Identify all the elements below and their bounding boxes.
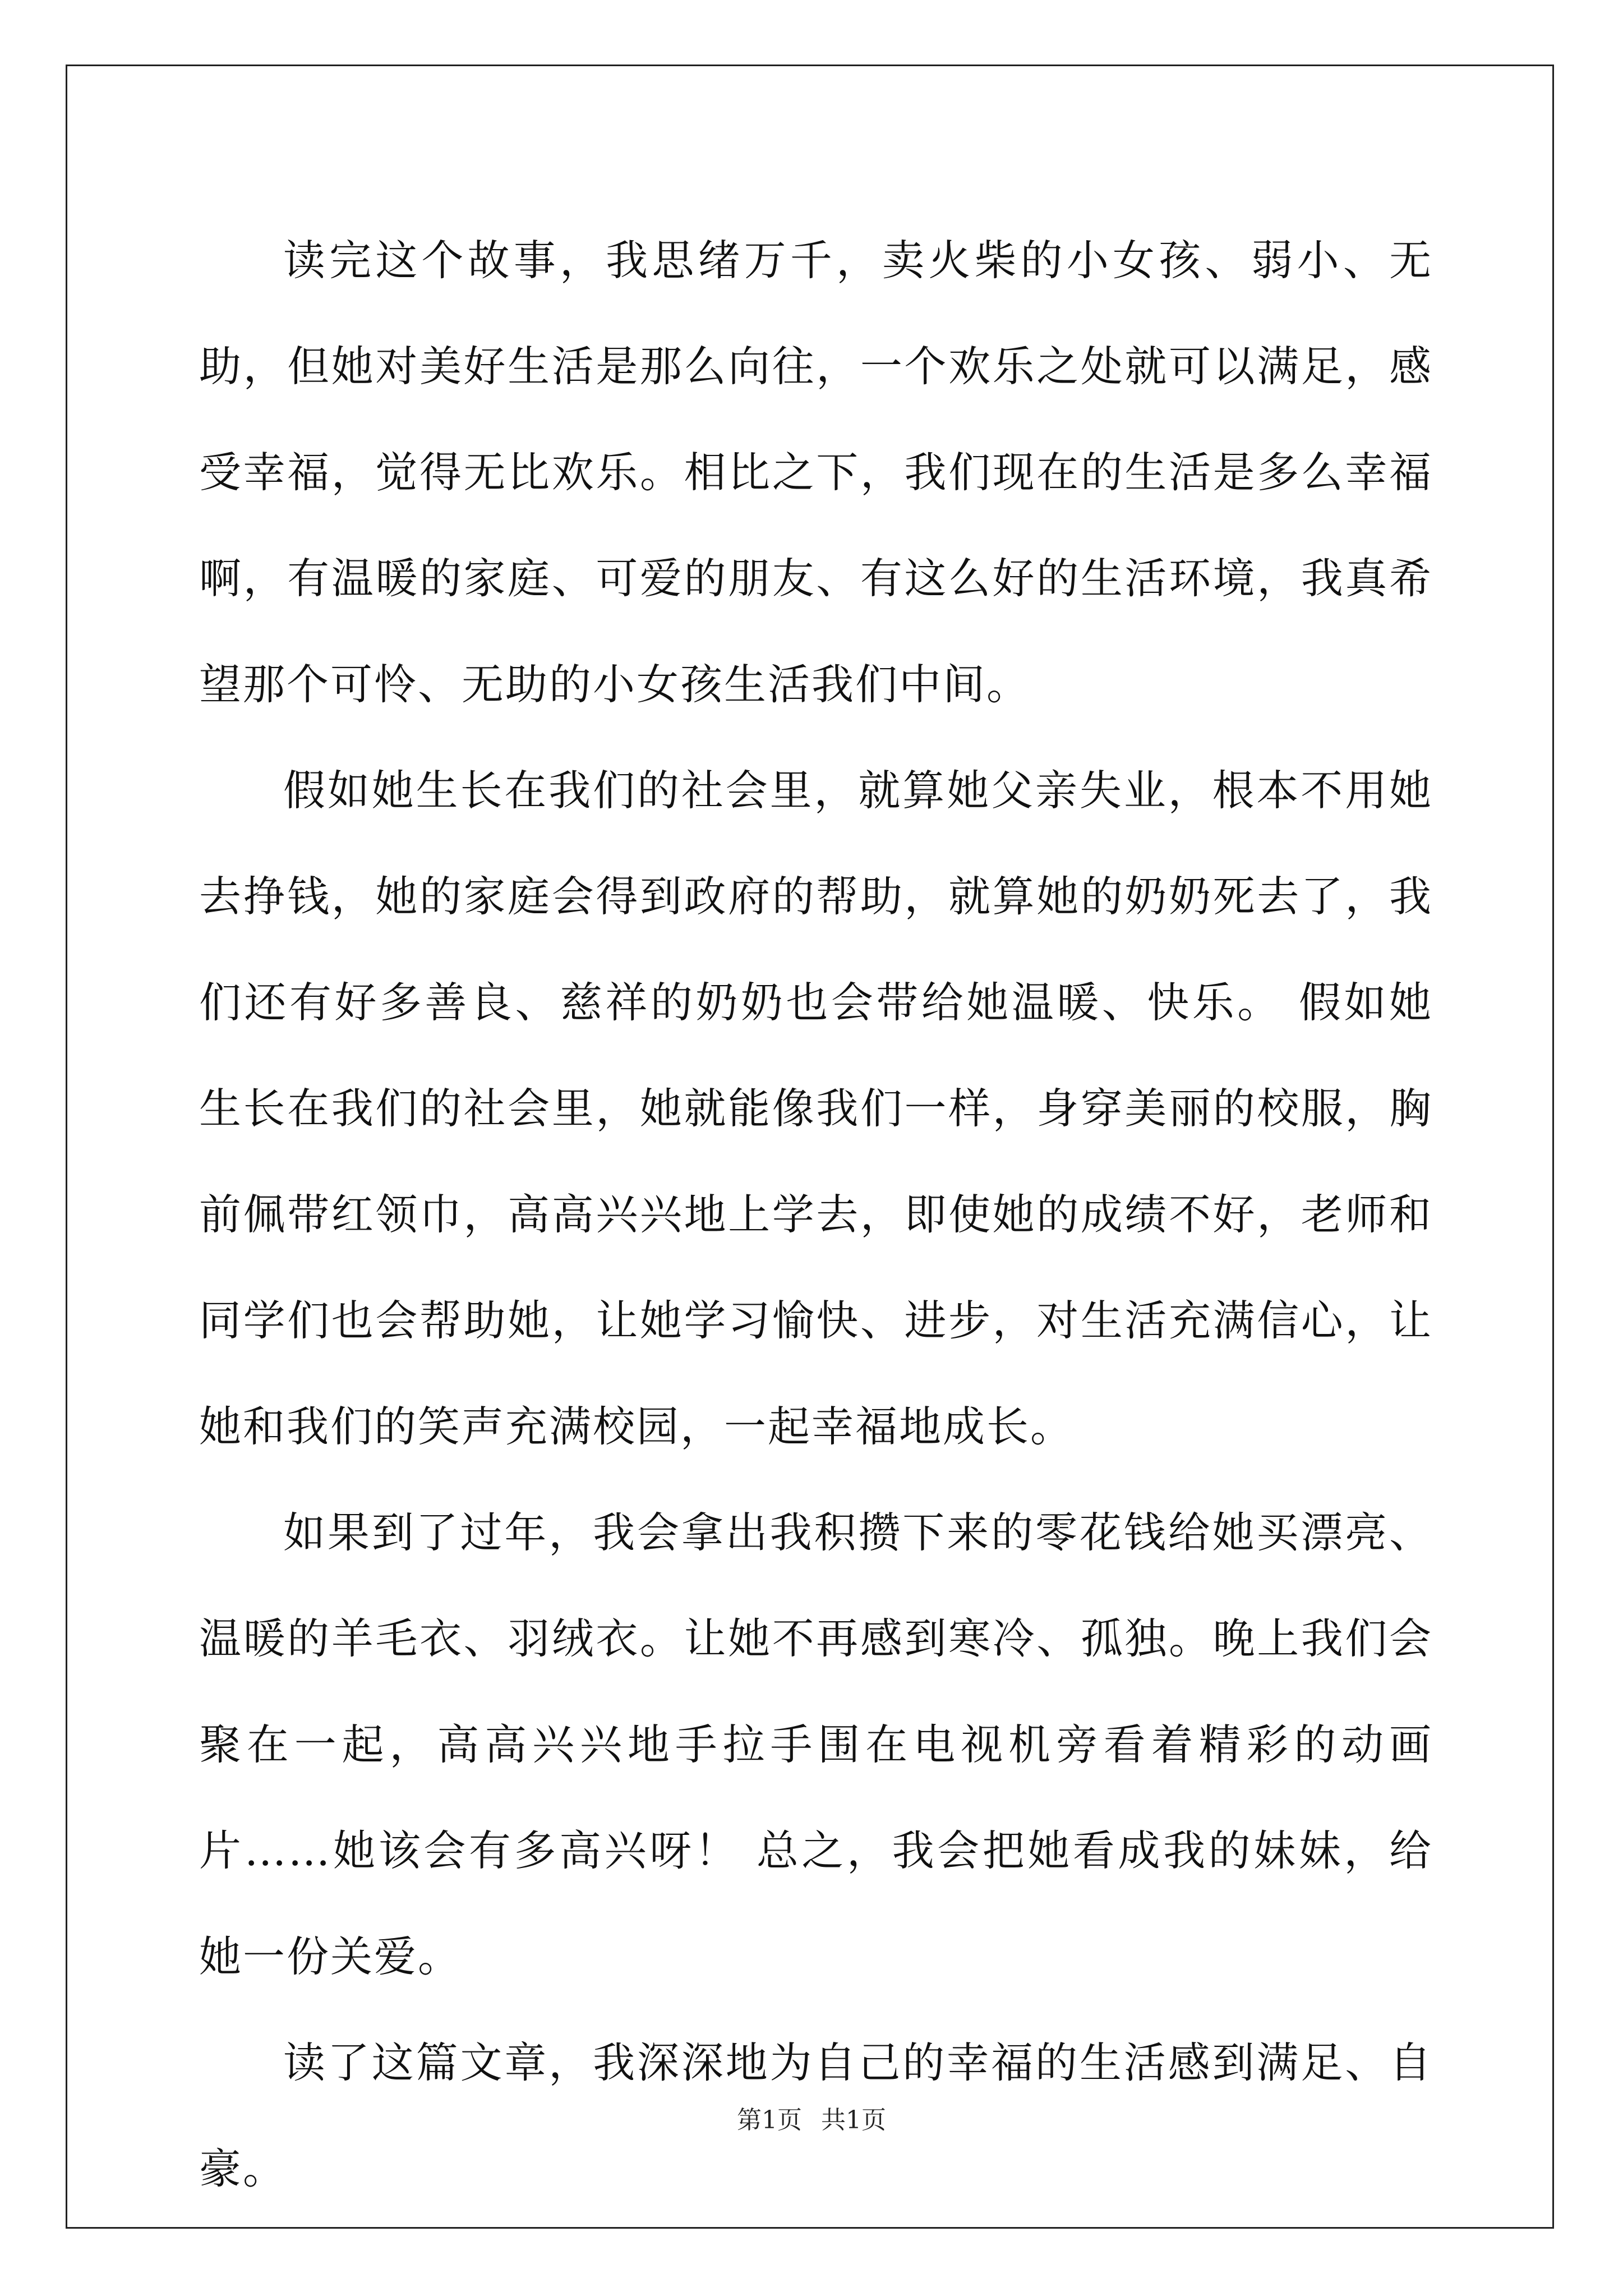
paragraph-3: 如果到了过年，我会拿出我积攒下来的零花钱给她买漂亮、温暖的羊毛衣、羽绒衣。让她不再感到寒冷、孤独。晚上我们会聚在一起，高高兴兴地手拉手围在电视机旁看着精彩的动画片……她该会有多高兴呀！ 总之，我会把她看成我的妹妹，给她一份关爱。 bbox=[199, 1508, 1433, 1981]
document-body bbox=[199, 208, 1433, 2222]
page-footer bbox=[0, 2104, 1623, 2137]
page-total: 共1页 bbox=[821, 2106, 886, 2134]
paragraph-2: 假如她生长在我们的社会里，就算她父亲失业，根本不用她去挣钱，她的家庭会得到政府的帮助，就算她的奶奶死去了，我们还有好多善良、慈祥的奶奶也会带给她温暖、快乐。 假如她生长在我们的社会里，她就能像我们一样，身穿美丽的校服，胸前佩带红领巾，高高兴兴地上学去，即使她的成绩不好，老师和同学们也会帮助她，让她学习愉快、进步，对生活充满信心，让她和我们的笑声充满校园，一起幸福地成长。 bbox=[199, 766, 1433, 1451]
page-number: 第1页 bbox=[737, 2106, 802, 2134]
paragraph-1: 读完这个故事，我思绪万千，卖火柴的小女孩、弱小、无助，但她对美好生活是那么向往，一个欢乐之处就可以满足，感受幸福，觉得无比欢乐。相比之下，我们现在的生活是多么幸福啊，有温暖的家庭、可爱的朋友、有这么好的生活环境，我真希望那个可怜、无助的小女孩生活我们中间。 bbox=[199, 236, 1433, 709]
paragraph-4: 读了这篇文章，我深深地为自己的幸福的生活感到满足、自豪。 bbox=[199, 2038, 1433, 2193]
